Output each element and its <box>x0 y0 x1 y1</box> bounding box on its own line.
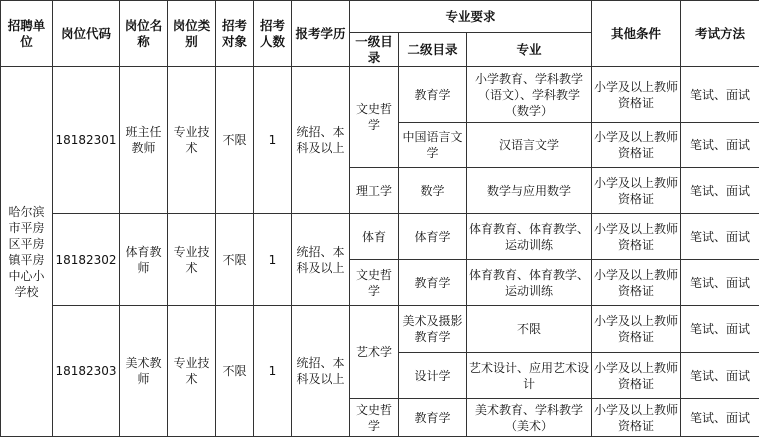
table-row <box>1 214 759 260</box>
other-cell: 小学及以上教师资格证 <box>592 306 681 353</box>
position-target: 不限 <box>216 67 254 214</box>
level1-cell: 文史哲学 <box>350 260 399 306</box>
position-code: 18182303 <box>53 306 120 437</box>
exam-cell: 笔试、面试 <box>681 353 759 399</box>
exam-cell: 笔试、面试 <box>681 260 759 306</box>
level2-cell: 教育学 <box>399 67 467 123</box>
level1-cell: 文史哲学 <box>350 399 399 437</box>
major-cell: 不限 <box>467 306 592 353</box>
exam-cell: 笔试、面试 <box>681 306 759 353</box>
position-target: 不限 <box>216 214 254 306</box>
header-level2: 二级目录 <box>399 33 467 67</box>
level2-cell: 美术及摄影教育学 <box>399 306 467 353</box>
unit-cell: 哈尔滨市平房区平房镇平房中心小学校 <box>1 67 53 437</box>
position-target: 不限 <box>216 306 254 437</box>
position-name: 美术教师 <box>120 306 168 437</box>
level2-cell: 体育学 <box>399 214 467 260</box>
other-cell: 小学及以上教师资格证 <box>592 168 681 214</box>
header-other: 其他条件 <box>592 1 681 67</box>
other-cell: 小学及以上教师资格证 <box>592 399 681 437</box>
other-cell: 小学及以上教师资格证 <box>592 123 681 168</box>
major-cell: 美术教育、学科教学（美术） <box>467 399 592 437</box>
position-category: 专业技术 <box>168 214 216 306</box>
header-level1: 一级目录 <box>350 33 399 67</box>
position-count: 1 <box>254 214 292 306</box>
other-cell: 小学及以上教师资格证 <box>592 260 681 306</box>
major-cell: 体育教育、体育教学、运动训练 <box>467 260 592 306</box>
header-name: 岗位名称 <box>120 1 168 67</box>
header-major-req: 专业要求 <box>350 1 592 33</box>
position-code: 18182301 <box>53 67 120 214</box>
header-unit: 招聘单位 <box>1 1 53 67</box>
position-code: 18182302 <box>53 214 120 306</box>
position-count: 1 <box>254 306 292 437</box>
header-education: 报考学历 <box>292 1 350 67</box>
header-category: 岗位类别 <box>168 1 216 67</box>
exam-cell: 笔试、面试 <box>681 399 759 437</box>
major-cell: 汉语言文学 <box>467 123 592 168</box>
level2-cell: 中国语言文学 <box>399 123 467 168</box>
position-category: 专业技术 <box>168 306 216 437</box>
major-cell: 艺术设计、应用艺术设计 <box>467 353 592 399</box>
level2-cell: 数学 <box>399 168 467 214</box>
level2-cell: 教育学 <box>399 260 467 306</box>
header-major: 专业 <box>467 33 592 67</box>
position-count: 1 <box>254 67 292 214</box>
header-target: 招考对象 <box>216 1 254 67</box>
header-count: 招考人数 <box>254 1 292 67</box>
exam-cell: 笔试、面试 <box>681 123 759 168</box>
position-education: 统招、本科及以上 <box>292 306 350 437</box>
other-cell: 小学及以上教师资格证 <box>592 67 681 123</box>
other-cell: 小学及以上教师资格证 <box>592 353 681 399</box>
level1-cell: 文史哲学 <box>350 67 399 168</box>
major-cell: 体育教育、体育教学、运动训练 <box>467 214 592 260</box>
level1-cell: 体育 <box>350 214 399 260</box>
position-name: 体育教师 <box>120 214 168 306</box>
table-row <box>1 67 759 123</box>
exam-cell: 笔试、面试 <box>681 168 759 214</box>
exam-cell: 笔试、面试 <box>681 67 759 123</box>
header-exam: 考试方法 <box>681 1 759 67</box>
major-cell: 小学教育、学科教学（语文）、学科教学（数学） <box>467 67 592 123</box>
major-cell: 数学与应用数学 <box>467 168 592 214</box>
level1-cell: 艺术学 <box>350 306 399 399</box>
exam-cell: 笔试、面试 <box>681 214 759 260</box>
position-category: 专业技术 <box>168 67 216 214</box>
level1-cell: 理工学 <box>350 168 399 214</box>
header-code: 岗位代码 <box>53 1 120 67</box>
level2-cell: 教育学 <box>399 399 467 437</box>
position-name: 班主任教师 <box>120 67 168 214</box>
position-education: 统招、本科及以上 <box>292 214 350 306</box>
table-row <box>1 306 759 353</box>
other-cell: 小学及以上教师资格证 <box>592 214 681 260</box>
position-education: 统招、本科及以上 <box>292 67 350 214</box>
level2-cell: 设计学 <box>399 353 467 399</box>
